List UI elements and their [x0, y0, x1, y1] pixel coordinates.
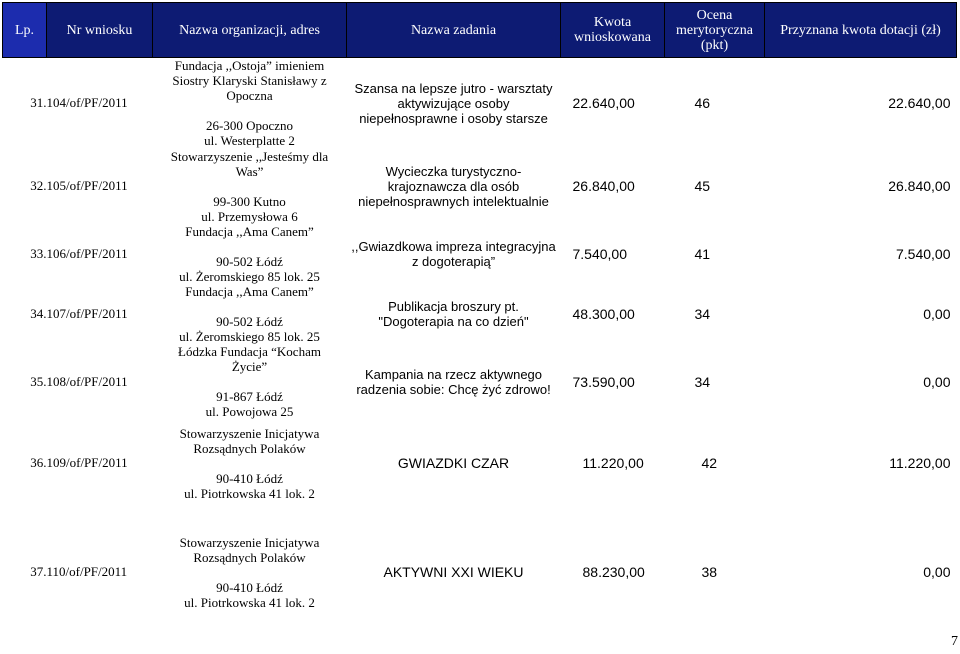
task-line: radzenia sobie: Chcę żyć zdrowo!: [356, 381, 551, 397]
org-line: 90-502 Łódź: [216, 254, 283, 269]
row-org: [153, 224, 347, 284]
org-line: 90-410 Łódź: [216, 470, 283, 486]
spacer-row: [3, 507, 957, 529]
org-line: ul. Westerplatte 2: [204, 133, 295, 148]
header-kwota: Kwota wnioskowana: [561, 3, 665, 58]
row-amounts: [561, 419, 957, 507]
grants-table: [2, 2, 957, 615]
row-nr: 106/of/PF/2011: [46, 246, 128, 261]
row-amounts: [561, 344, 957, 419]
task-line: niepełnosprawnych intelektualnie: [358, 193, 549, 209]
table-row: [3, 224, 957, 284]
header-org: Nazwa organizacji, adres: [153, 3, 347, 58]
row-dotacja: 0,00: [923, 564, 951, 580]
row-lp: 31.: [30, 95, 47, 110]
row-ocena: 46: [694, 95, 711, 111]
task-line: GWIAZDKI CZAR: [397, 454, 510, 471]
org-line: Rozsądnych Polaków: [193, 549, 306, 565]
row-lp: 36.: [30, 455, 47, 470]
row-kwota: 7.540,00: [572, 246, 627, 262]
row-nr: 109/of/PF/2011: [46, 455, 128, 470]
org-line: Stowarzyszenie Inicjatywa: [179, 534, 320, 550]
task-line: z dogoterapią”: [411, 254, 496, 269]
row-org: [153, 344, 347, 419]
header-row: [3, 3, 957, 58]
org-line: [153, 456, 347, 471]
row-lp: 37.: [30, 564, 47, 579]
row-ocena: 34: [694, 306, 711, 322]
row-amounts: [561, 224, 957, 284]
row-lp: 32.: [30, 178, 47, 193]
org-line: ul. Żeromskiego 85 lok. 25: [179, 329, 320, 344]
page-number: 7: [951, 634, 958, 649]
row-dotacja: 0,00: [923, 306, 951, 322]
org-line: ul. Piotrkowska 41 lok. 2: [184, 485, 315, 501]
org-line: Fundacja ,,Ama Canem”: [185, 224, 314, 239]
org-line: ul. Piotrkowska 41 lok. 2: [184, 594, 315, 610]
row-dotacja: 11.220,00: [889, 455, 951, 471]
org-line: ul. Powojowa 25: [205, 404, 294, 419]
org-line: ul. Żeromskiego 85 lok. 25: [179, 269, 320, 284]
org-line: Rozsądnych Polaków: [193, 440, 306, 456]
org-line: 99-300 Kutno: [213, 193, 286, 209]
header-dotacja: Przyznana kwota dotacji (zł): [765, 3, 957, 58]
header-lp: Lp.: [3, 3, 47, 58]
org-line: Fundacja ,,Ama Canem”: [185, 284, 314, 299]
row-dotacja: 7.540,00: [896, 246, 951, 262]
header-nr: Nr wniosku: [47, 3, 153, 58]
org-line: 90-502 Łódź: [216, 314, 283, 329]
row-ocena: 34: [694, 373, 711, 390]
org-line: Życie”: [231, 359, 268, 374]
table-row: [3, 419, 957, 507]
row-org: [153, 58, 347, 149]
table-row: [3, 58, 957, 149]
row-task: [347, 284, 561, 344]
row-lp: 35.: [30, 373, 47, 389]
row-org: [153, 419, 347, 507]
row-task: [347, 148, 561, 224]
row-task: [347, 58, 561, 149]
org-line: [153, 299, 347, 314]
header-task: Nazwa zadania: [347, 3, 561, 58]
org-line: Was”: [235, 163, 264, 179]
row-amounts: [561, 58, 957, 149]
row-org: [153, 284, 347, 344]
task-line: AKTYWNI XXI WIEKU: [383, 563, 524, 580]
org-line: Stowarzyszenie ,,Jesteśmy dla: [170, 148, 329, 164]
org-line: 90-410 Łódź: [216, 579, 283, 595]
row-kwota: 26.840,00: [572, 178, 635, 194]
task-line: Publikacja broszury pt.: [388, 299, 519, 314]
row-amounts: [561, 529, 957, 615]
row-nr: 105/of/PF/2011: [46, 178, 128, 193]
org-line: Opoczna: [226, 88, 273, 103]
table-row: [3, 284, 957, 344]
table-row: [3, 529, 957, 615]
row-amounts: [561, 148, 957, 224]
org-line: Fundacja ,,Ostoja” imieniem: [174, 58, 325, 73]
task-line: krajoznawcza dla osób: [387, 178, 520, 194]
org-line: [153, 565, 347, 580]
org-line: ul. Przemysłowa 6: [201, 208, 298, 224]
org-line: [153, 103, 347, 118]
row-task: [347, 224, 561, 284]
task-line: ,,Gwiazdkowa impreza integracyjna: [351, 239, 556, 254]
org-line: 91-867 Łódź: [216, 389, 283, 404]
org-line: Siostry Klaryski Stanisławy z: [172, 73, 327, 88]
task-line: "Dogoterapia na co dzień": [378, 314, 529, 329]
org-line: Łódzka Fundacja “Kocham: [178, 344, 321, 359]
org-line: Stowarzyszenie Inicjatywa: [179, 425, 320, 441]
row-ocena: 38: [701, 564, 718, 580]
task-line: Szansa na lepsze jutro - warsztaty: [354, 80, 553, 96]
row-task: [347, 529, 561, 615]
row-task: [347, 344, 561, 419]
row-kwota: 48.300,00: [572, 306, 635, 322]
task-line: niepełnosprawne i osoby starsze: [359, 110, 548, 126]
row-nr: 107/of/PF/2011: [46, 306, 128, 321]
row-task: [347, 419, 561, 507]
row-ocena: 42: [701, 455, 718, 471]
row-nr: 108/of/PF/2011: [46, 373, 128, 389]
row-amounts: [561, 284, 957, 344]
row-kwota: 73.590,00: [572, 373, 635, 390]
row-dotacja: 26.840,00: [888, 178, 951, 194]
row-ocena: 45: [694, 178, 711, 194]
row-lp: 34.: [30, 306, 47, 321]
row-org: [153, 529, 347, 615]
table-row: [3, 344, 957, 419]
row-kwota: 22.640,00: [572, 95, 635, 111]
row-dotacja: 22.640,00: [888, 95, 951, 111]
task-line: aktywizujące osoby: [397, 95, 510, 111]
row-nr: 110/of/PF/2011: [46, 564, 128, 579]
task-line: Kampania na rzecz aktywnego: [364, 366, 543, 382]
row-kwota: 88.230,00: [582, 564, 645, 580]
row-org: [153, 148, 347, 224]
table-row: [3, 148, 957, 224]
row-kwota: 11.220,00: [582, 455, 644, 471]
row-nr: 104/of/PF/2011: [46, 95, 128, 110]
org-line: [153, 374, 347, 389]
task-line: Wycieczka turystyczno-: [385, 163, 522, 179]
row-ocena: 41: [694, 246, 711, 262]
org-line: [153, 179, 347, 194]
org-line: 26-300 Opoczno: [205, 118, 293, 133]
header-ocena: Ocena merytoryczna (pkt): [665, 3, 765, 58]
row-dotacja: 0,00: [923, 373, 951, 390]
org-line: [153, 239, 347, 254]
row-lp: 33.: [30, 246, 47, 261]
